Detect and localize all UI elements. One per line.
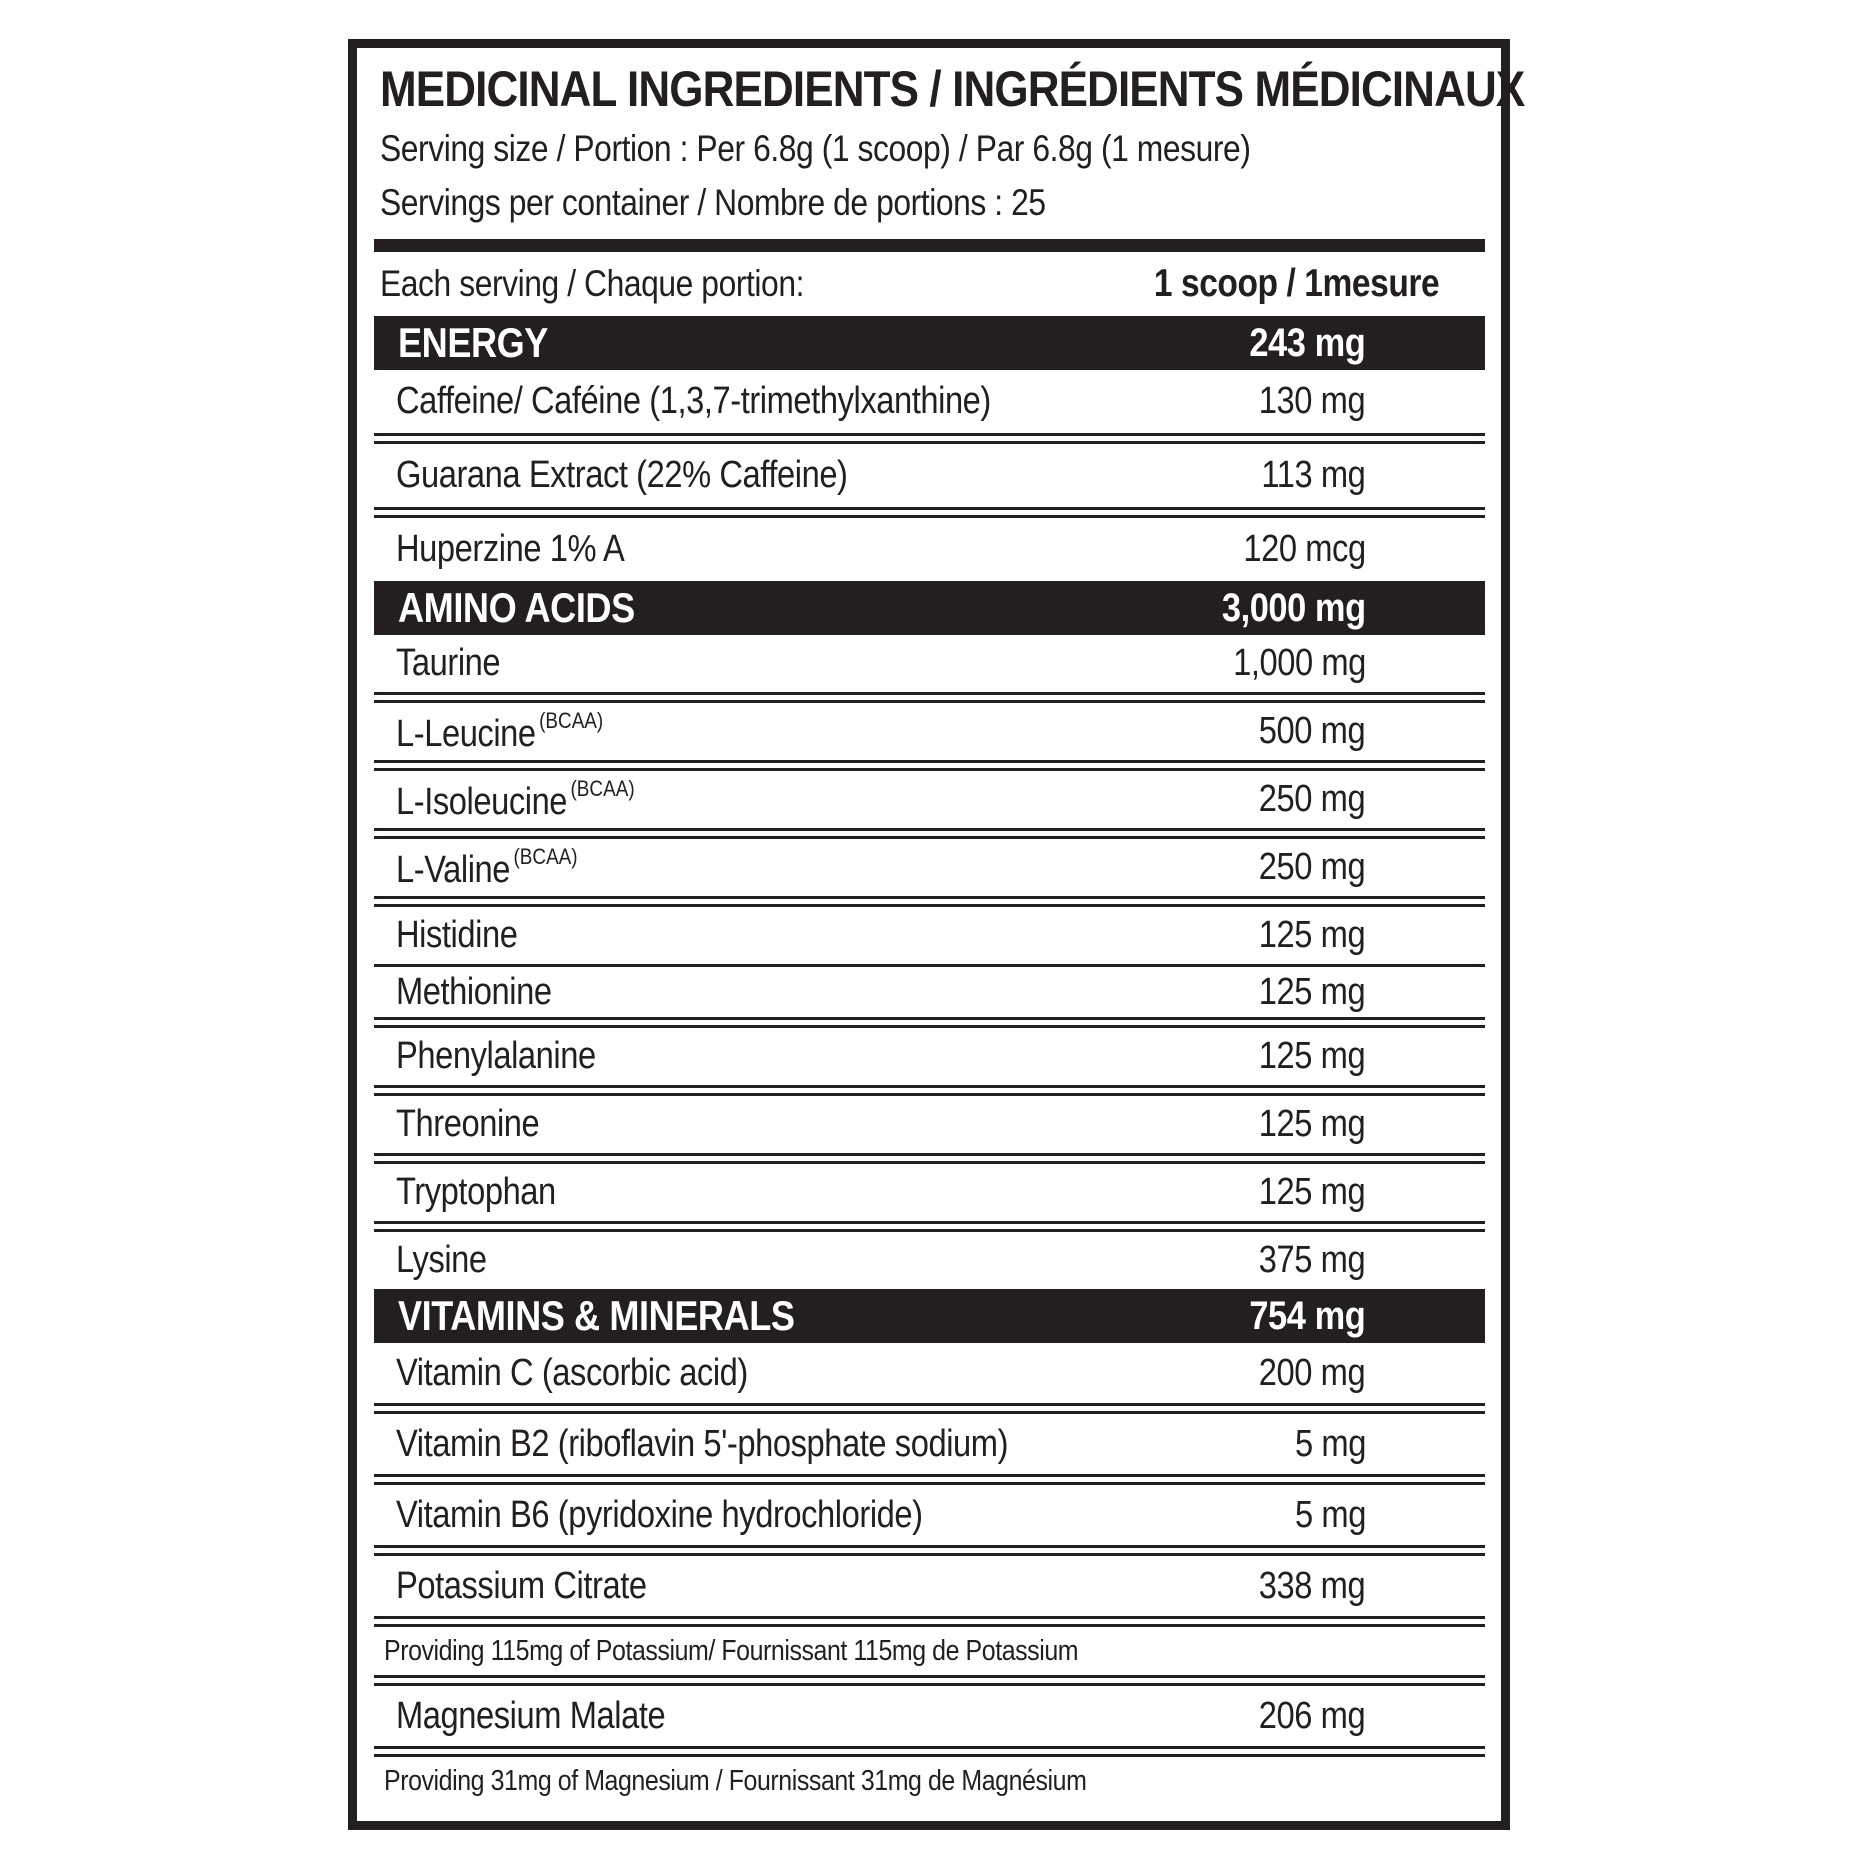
- serving-size-text: Serving size / Portion : Per 6.8g (1 scoop) / Par 6.8g (1 mesure): [380, 128, 1251, 169]
- ingredient-amount: 5 mg: [1294, 1493, 1366, 1536]
- ingredient-row: [374, 370, 1485, 433]
- row-separator: [374, 1017, 1485, 1028]
- ingredient-name: Vitamin B2 (riboflavin 5'-phosphate sodium): [396, 1422, 1009, 1465]
- ingredient-note: Providing 115mg of Potassium/ Fournissant 115mg de Potassium: [384, 1634, 1079, 1667]
- ingredient-amount: 5 mg: [1294, 1422, 1366, 1465]
- ingredient-name: L-Valine $^{(BCAA)}$: [396, 843, 578, 891]
- ingredient-row: [374, 839, 1485, 896]
- row-separator: [374, 1221, 1485, 1232]
- ingredient-name: Phenylalanine: [396, 1035, 596, 1077]
- ingredient-row: [374, 703, 1485, 760]
- ingredient-row: [374, 1164, 1485, 1221]
- ingredient-amount: 200 mg: [1259, 1351, 1366, 1394]
- servings-per-container-text: Servings per container / Nombre de portions : 25: [380, 182, 1046, 223]
- row-separator: [374, 507, 1485, 518]
- ingredient-row: [374, 1414, 1485, 1474]
- ingredient-name: Caffeine/ Caféine (1,3,7-trimethylxanthine): [396, 380, 991, 422]
- row-separator: [374, 433, 1485, 444]
- panel-title-text: MEDICINAL INGREDIENTS / INGRÉDIENTS MÉDICINAUX: [380, 61, 1525, 117]
- ingredient-sup-bcaa: (BCAA): [513, 843, 578, 869]
- ingredient-row: [374, 1096, 1485, 1153]
- ingredient-name: Histidine: [396, 914, 518, 956]
- ingredient-name: Threonine: [396, 1103, 540, 1145]
- row-separator: [374, 828, 1485, 839]
- ingredient-note-row: [374, 1627, 1485, 1675]
- ingredient-amount: 250 mg: [1259, 778, 1366, 820]
- section-total: 243 mg: [1249, 320, 1366, 365]
- row-separator: [374, 1746, 1485, 1757]
- section-total: 3,000 mg: [1221, 585, 1366, 630]
- each-serving-header: [374, 252, 1485, 316]
- servings-per-container-line: [374, 180, 1485, 226]
- ingredient-amount: 120 mcg: [1243, 528, 1366, 570]
- row-separator: [374, 692, 1485, 703]
- ingredient-amount: 338 mg: [1259, 1564, 1366, 1607]
- ingredients-table: [374, 316, 1485, 1805]
- row-separator: [374, 1545, 1485, 1556]
- row-separator: [374, 1403, 1485, 1414]
- ingredient-amount: 125 mg: [1259, 970, 1366, 1013]
- ingredient-amount: 250 mg: [1259, 846, 1366, 888]
- row-separator: [374, 760, 1485, 771]
- ingredient-amount: 206 mg: [1259, 1694, 1366, 1737]
- section-name: VITAMINS & MINERALS: [398, 1292, 795, 1339]
- ingredient-row: [374, 1028, 1485, 1085]
- divider-bar: [374, 239, 1485, 252]
- ingredient-row: [374, 1343, 1485, 1403]
- ingredient-note-row: [374, 1757, 1485, 1805]
- ingredient-name: Huperzine 1% A: [396, 528, 625, 570]
- row-separator: [374, 1675, 1485, 1686]
- ingredient-name: Taurine: [396, 642, 501, 684]
- ingredient-note: Providing 31mg of Magnesium / Fournissant 31mg de Magnésium: [384, 1764, 1087, 1797]
- row-separator: [374, 1153, 1485, 1164]
- section-band: [374, 316, 1485, 370]
- panel-content: [357, 48, 1525, 1821]
- ingredient-row: [374, 967, 1485, 1017]
- ingredient-amount: 125 mg: [1259, 914, 1366, 956]
- ingredient-name: Potassium Citrate: [396, 1564, 647, 1607]
- ingredient-name: Vitamin B6 (pyridoxine hydrochloride): [396, 1493, 923, 1536]
- each-serving-value: 1 scoop / 1mesure: [1154, 262, 1440, 305]
- ingredient-amount: 1,000 mg: [1232, 642, 1366, 684]
- ingredient-row: [374, 1686, 1485, 1746]
- section-name: AMINO ACIDS: [398, 584, 635, 631]
- ingredient-row: [374, 771, 1485, 828]
- ingredient-name: Methionine: [396, 970, 552, 1013]
- section-name: ENERGY: [398, 319, 548, 366]
- section-band: [374, 581, 1485, 635]
- section-band: [374, 1289, 1485, 1343]
- ingredient-row: [374, 1485, 1485, 1545]
- ingredient-sup-bcaa: (BCAA): [539, 707, 604, 733]
- ingredient-row: [374, 518, 1485, 581]
- ingredient-amount: 125 mg: [1259, 1171, 1366, 1213]
- serving-size-line: [374, 126, 1485, 172]
- ingredient-name: L-Leucine $^{(BCAA)}$: [396, 707, 604, 755]
- row-separator: [374, 1474, 1485, 1485]
- ingredient-row: [374, 444, 1485, 507]
- ingredient-name: Tryptophan: [396, 1171, 556, 1213]
- section-total: 754 mg: [1249, 1293, 1366, 1338]
- ingredient-name: L-Isoleucine $^{(BCAA)}$: [396, 775, 635, 823]
- each-serving-label: Each serving / Chaque portion:: [380, 263, 805, 304]
- ingredient-sup-bcaa: (BCAA): [570, 775, 635, 801]
- ingredient-row: [374, 1556, 1485, 1616]
- medicinal-ingredients-panel: [348, 39, 1525, 1830]
- ingredient-amount: 125 mg: [1259, 1035, 1366, 1077]
- ingredient-amount: 500 mg: [1259, 710, 1366, 752]
- ingredient-name: Magnesium Malate: [396, 1694, 666, 1737]
- ingredient-name: Vitamin C (ascorbic acid): [396, 1351, 748, 1394]
- ingredient-amount: 113 mg: [1261, 454, 1366, 496]
- ingredient-name: Lysine: [396, 1239, 487, 1281]
- ingredient-amount: 125 mg: [1259, 1103, 1366, 1145]
- row-separator: [374, 1616, 1485, 1627]
- ingredient-name: Guarana Extract (22% Caffeine): [396, 454, 848, 496]
- ingredient-row: [374, 635, 1485, 692]
- panel-title: [374, 60, 1525, 118]
- row-separator: [374, 896, 1485, 907]
- ingredient-amount: 375 mg: [1259, 1239, 1366, 1281]
- ingredient-row: [374, 907, 1485, 964]
- ingredient-amount: 130 mg: [1259, 380, 1366, 422]
- ingredient-row: [374, 1232, 1485, 1289]
- row-separator: [374, 1085, 1485, 1096]
